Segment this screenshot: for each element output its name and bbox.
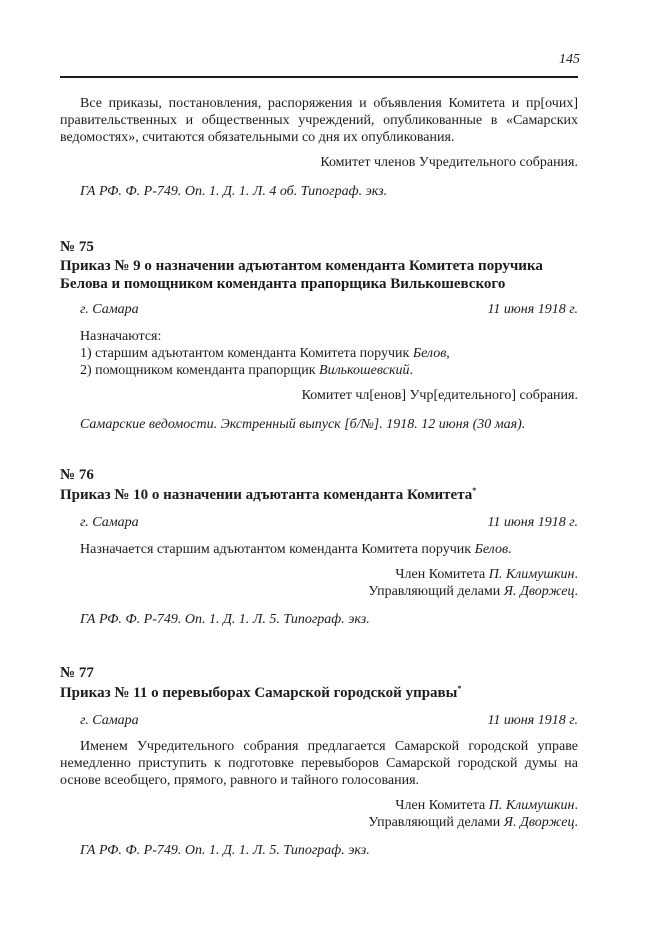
doc76-sig1-role: Член Комитета: [395, 567, 489, 582]
doc75-number: № 75: [60, 239, 94, 255]
page-number: 145: [559, 52, 580, 67]
doc77-place-date: [80, 713, 578, 729]
doc75-item-1: [80, 345, 578, 362]
doc76-sig1-name: П. Климушкин: [488, 567, 575, 582]
doc75-item-2-end: .: [409, 363, 413, 378]
doc76-sig1-end: .: [574, 567, 578, 582]
doc76-body-end: .: [508, 542, 512, 557]
doc76-signature-1: [60, 566, 578, 583]
doc75-item-1-end: ,: [446, 346, 450, 361]
doc76-body-text: Назначается старшим адъютантом коменданта Комитета поручик: [80, 542, 475, 557]
doc77-signature-1: [60, 797, 578, 814]
doc75-item-2-text: 2) помощником коменданта прапорщик: [80, 363, 320, 378]
doc77-place: г. Самара: [80, 713, 139, 728]
doc75-date: 11 июня 1918 г.: [487, 302, 578, 317]
doc77-body: Именем Учредительного собрания предлагается Самарской городской управе немедленно приступить к подготовке перевыборов Самарской городской думы на основе всеобщего, прямого, равного и тайного голосования.: [60, 739, 578, 788]
doc75-item-1-text: 1) старшим адъютантом коменданта Комитета поручик: [80, 346, 413, 361]
doc77-sig2-role: Управляющий делами: [368, 815, 504, 830]
doc77-sig1-role: Член Комитета: [395, 798, 489, 813]
doc77-sig2-name: Я. Дворжец: [503, 815, 575, 830]
intro-signature: Комитет членов Учредительного собрания.: [320, 155, 578, 170]
doc75-item-2: [80, 362, 578, 379]
doc76-place: г. Самара: [80, 515, 139, 530]
doc75-source: Самарские ведомости. Экстренный выпуск [б/№]. 1918. 12 июня (30 мая).: [80, 417, 526, 432]
doc75-title: Приказ № 9 о назначении адъютантом коменданта Комитета поручика Белова и помощником коменданта прапорщика Вилькошевского: [60, 258, 543, 292]
doc75-item-2-name: Вилькошевский: [319, 363, 410, 378]
doc75-place: г. Самара: [80, 302, 139, 317]
intro-paragraph: Все приказы, постановления, распоряжения и объявления Комитета и пр[очих] правительственных и общественных учреждений, опубликованные в «Самарских ведомостях», считаются обязательными со дня их опубликования.: [60, 96, 578, 145]
doc75-lead: Назначаются:: [80, 329, 162, 344]
doc76-title: [60, 486, 578, 504]
doc77-number: № 77: [60, 665, 94, 681]
doc76-signature-2: [60, 583, 578, 600]
doc77-sig2-end: .: [574, 815, 578, 830]
doc77-signature-2: [60, 814, 578, 831]
doc76-body: [80, 541, 578, 558]
doc75-item-1-name: Белов: [412, 346, 447, 361]
header-rule: [60, 76, 578, 78]
doc76-date: 11 июня 1918 г.: [487, 515, 578, 530]
doc77-title: [60, 684, 578, 702]
doc76-sig2-name: Я. Дворжец: [503, 584, 575, 599]
doc77-date: 11 июня 1918 г.: [487, 713, 578, 728]
doc77-sig1-name: П. Климушкин: [488, 798, 575, 813]
doc77-sig1-end: .: [574, 798, 578, 813]
doc76-sig2-role: Управляющий делами: [368, 584, 504, 599]
doc75-place-date: [80, 302, 578, 318]
doc76-number: № 76: [60, 467, 94, 483]
doc76-footnote-mark: *: [472, 486, 477, 495]
doc77-title-text: Приказ № 11 о перевыборах Самарской городской управы: [60, 685, 458, 701]
doc76-title-text: Приказ № 10 о назначении адъютанта коменданта Комитета: [60, 487, 473, 503]
doc77-source: ГА РФ. Ф. Р-749. Оп. 1. Д. 1. Л. 5. Типограф. экз.: [80, 843, 370, 858]
doc76-source: ГА РФ. Ф. Р-749. Оп. 1. Д. 1. Л. 5. Типограф. экз.: [80, 612, 370, 627]
doc76-sig2-end: .: [574, 584, 578, 599]
doc76-place-date: [80, 515, 578, 531]
doc77-footnote-mark: *: [457, 684, 462, 693]
intro-source: ГА РФ. Ф. Р-749. Оп. 1. Д. 1. Л. 4 об. Типограф. экз.: [80, 184, 388, 199]
doc75-signature: Комитет чл[енов] Учр[едительного] собрания.: [301, 388, 578, 403]
doc76-body-name: Белов: [474, 542, 509, 557]
